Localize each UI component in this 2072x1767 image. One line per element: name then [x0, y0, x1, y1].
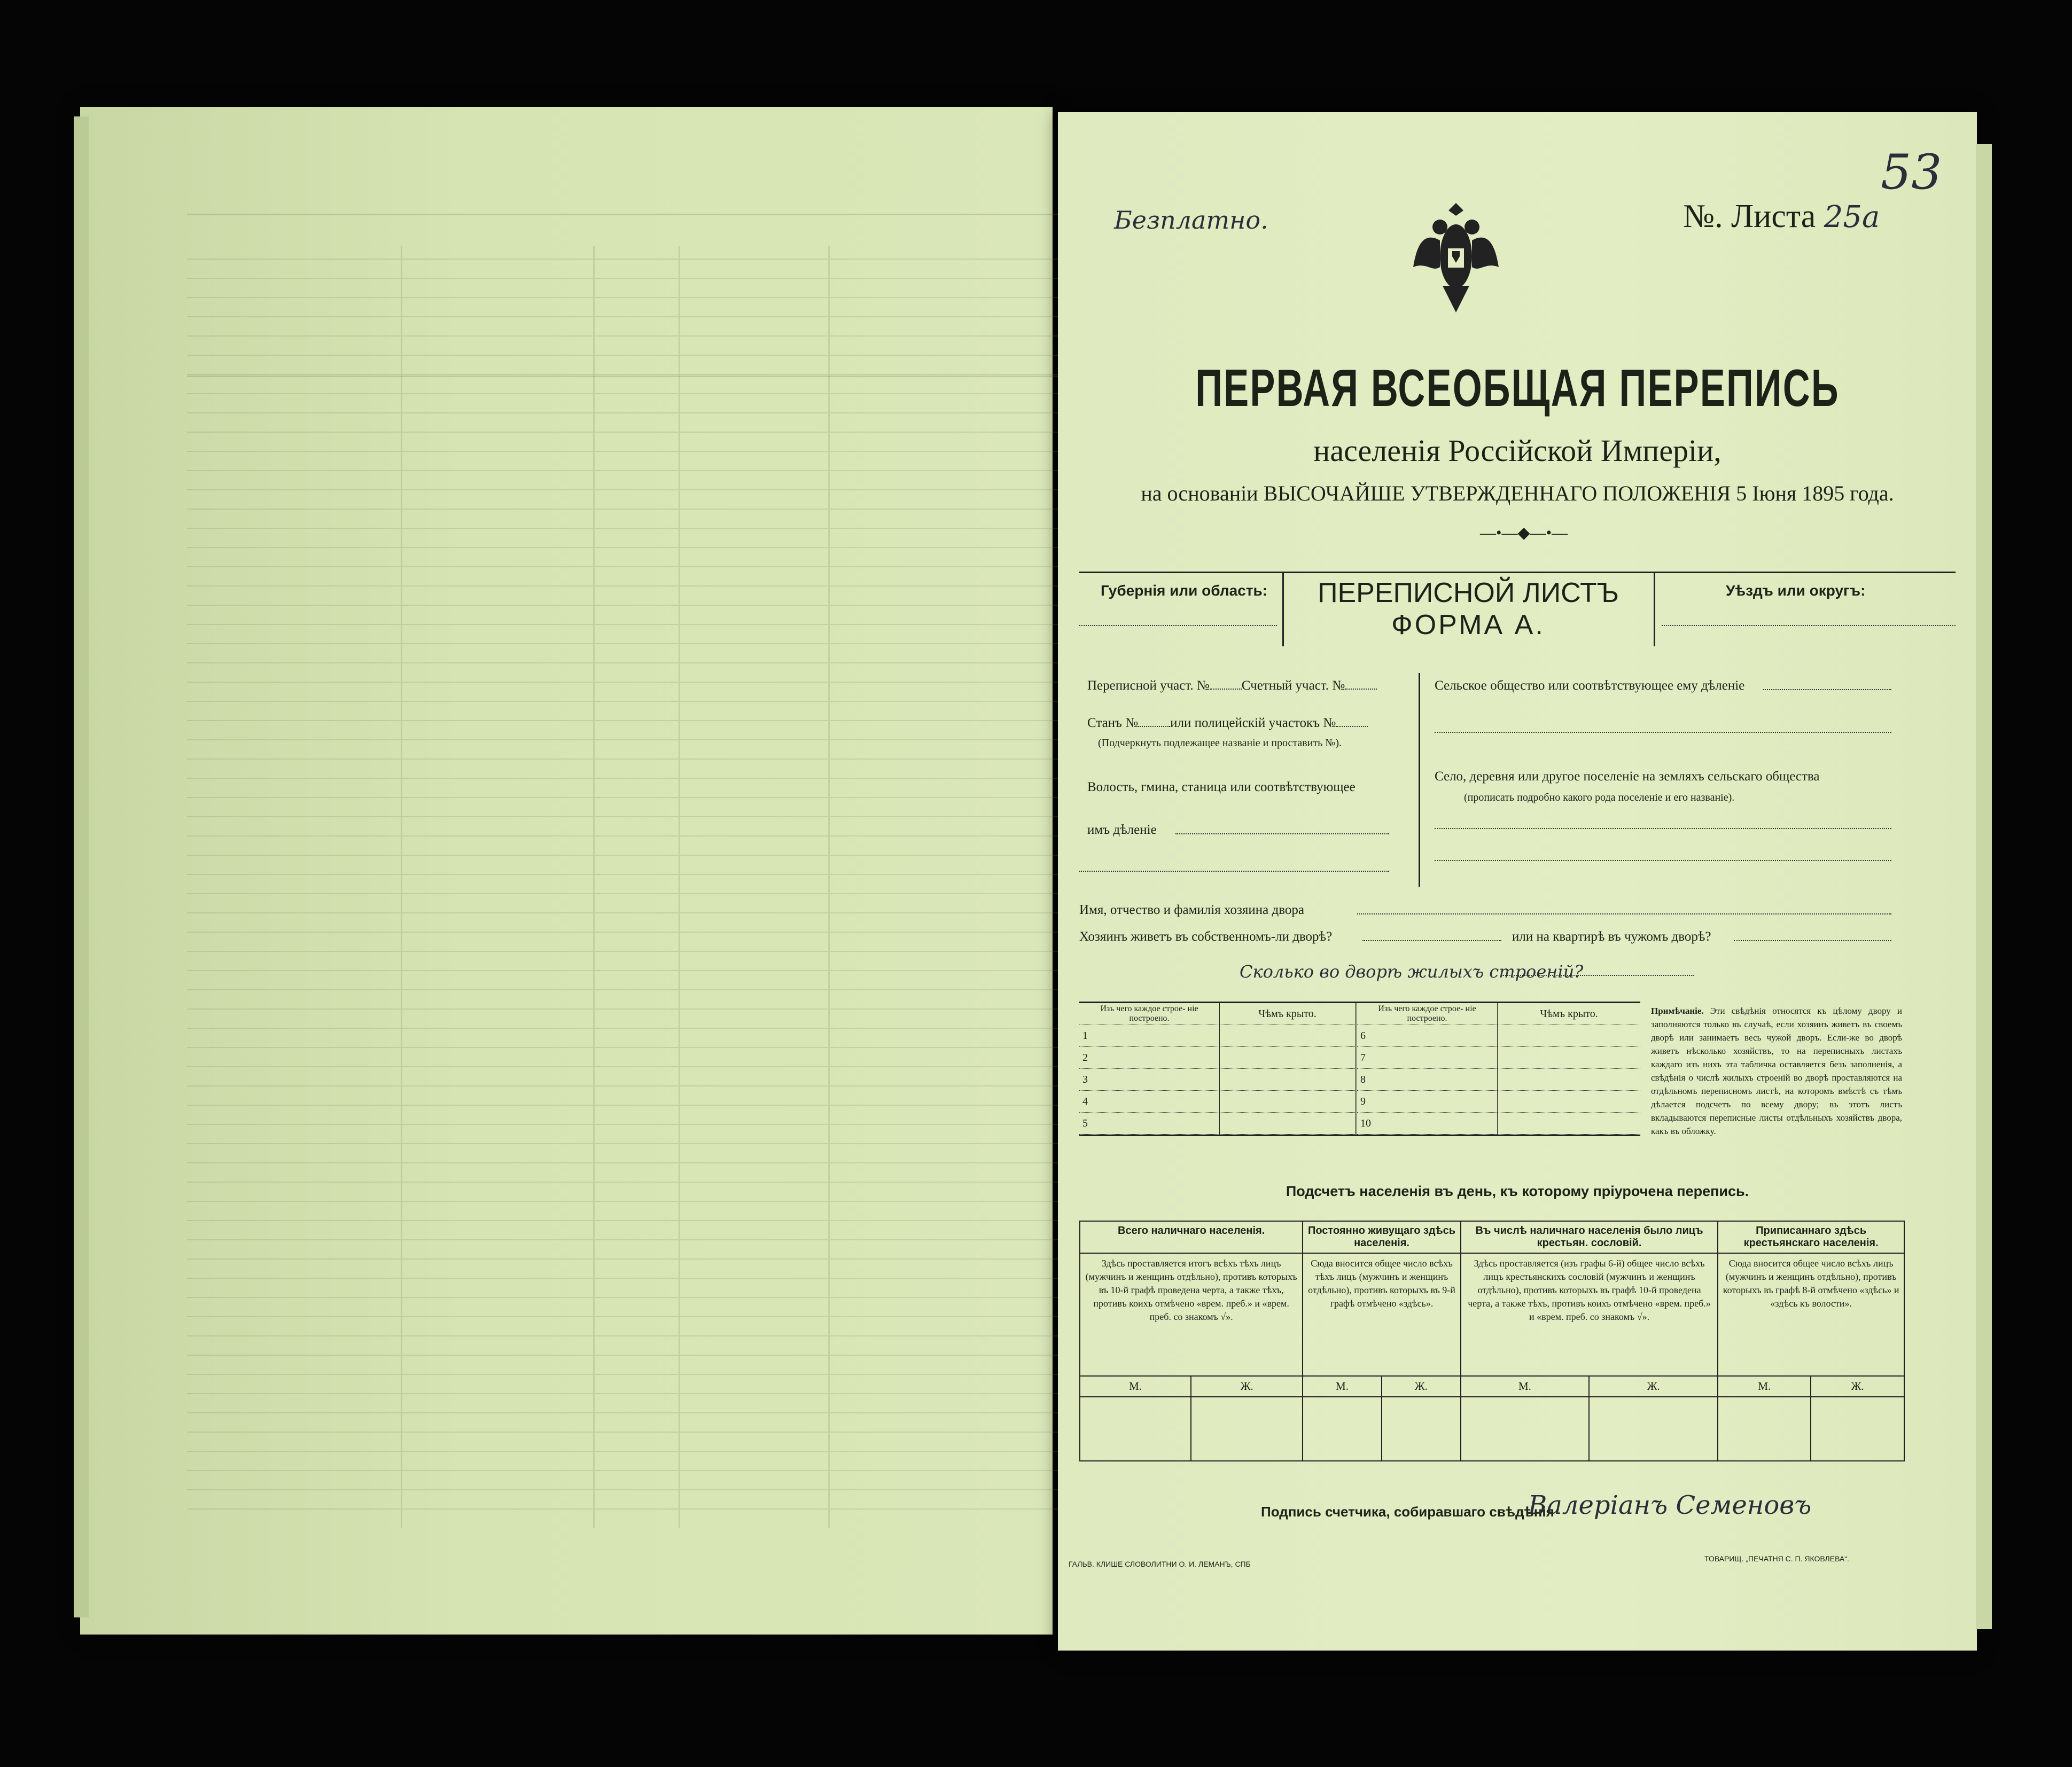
free-label: Безплатно.	[1114, 206, 1268, 234]
double-headed-eagle-emblem	[1411, 198, 1501, 315]
header-top-rule	[1079, 572, 1956, 573]
volost-label: Волость, гмина, станица или соотвѣтствующее	[1087, 780, 1356, 794]
female-header: Ж.	[1811, 1376, 1904, 1397]
buildings-question: Сколько во дворѣ жилыхъ строеній?	[1240, 961, 1584, 982]
count-cell[interactable]	[1080, 1397, 1191, 1461]
owner-residence-rented: или на квартирѣ въ чужомъ дворѣ?	[1512, 929, 1711, 944]
form-sheet-title: ПЕРЕПИСНОЙ ЛИСТЪ	[1318, 577, 1619, 608]
buildings-note	[1651, 1004, 1902, 1138]
rural-society-field[interactable]	[1763, 689, 1891, 690]
rural-society-field-2[interactable]	[1435, 732, 1891, 733]
count-cell[interactable]	[1461, 1397, 1589, 1461]
roof-header: Чѣмъ крыто.	[1220, 1003, 1357, 1025]
district-label: Уѣздъ или округъ:	[1726, 582, 1866, 599]
female-header: Ж.	[1589, 1376, 1718, 1397]
corner-folio-number: 53	[1881, 144, 1942, 200]
field-divider	[1419, 673, 1420, 887]
village-field[interactable]	[1435, 828, 1891, 829]
stan-label: Станъ № или полицейскій участокъ №	[1087, 716, 1368, 731]
roof-header: Чѣмъ крыто.	[1498, 1003, 1641, 1025]
building-row-num: 9	[1357, 1091, 1498, 1113]
total-population-header: Всего наличнаго населенія.	[1080, 1221, 1303, 1253]
population-table	[1079, 1221, 1905, 1461]
village-label: Село, деревня или другое поселеніе на земляхъ сельскаго общества	[1435, 769, 1820, 784]
census-form-page	[1058, 112, 1977, 1651]
owner-name-field[interactable]	[1357, 913, 1891, 914]
note-text: Эти свѣдѣнія относятся къ цѣлому двору и заполняются только въ случаѣ, если хозяинъ живетъ въ своемъ дворѣ или занимаетъ весь чужой дворъ. Если-же во дворѣ живетъ нѣсколько хозяйствъ, то на переписныхъ листахъ каждаго изъ нихъ эта табличка оставляется безъ заполненія, а свѣдѣнія о числѣ жилыхъ строеній во дворѣ проставляются на отдѣльномъ переписномъ листѣ, на которомъ вмѣстѣ съ тѣмъ дѣлается подсчетъ по всему двору; въ этотъ листъ вкладываются переписные листы отдѣльныхъ хозяйствъ двора, какъ въ обложку.	[1651, 1006, 1902, 1136]
registered-peasant-header: Приписаннаго здѣсь крестьянскаго населенія.	[1718, 1221, 1904, 1253]
form-subtitle: населенія Россійской Имперіи,	[1313, 433, 1722, 468]
male-header: М.	[1461, 1376, 1589, 1397]
building-row-num: 5	[1079, 1113, 1220, 1135]
volost-field-2[interactable]	[1079, 871, 1389, 872]
building-row-num: 6	[1357, 1025, 1498, 1047]
male-header: М.	[1718, 1376, 1811, 1397]
count-cell[interactable]	[1382, 1397, 1461, 1461]
district-field[interactable]	[1662, 625, 1956, 626]
female-header: Ж.	[1191, 1376, 1303, 1397]
building-row-num: 3	[1079, 1069, 1220, 1091]
buildings-table	[1079, 1002, 1640, 1136]
male-header: М.	[1080, 1376, 1191, 1397]
census-district-label: Переписной участ. № Счетный участ. №	[1087, 678, 1377, 693]
count-cell[interactable]	[1589, 1397, 1718, 1461]
count-cell[interactable]	[1191, 1397, 1303, 1461]
registered-peasant-desc: Сюда вносится общее число всѣхъ лицъ (мужчинъ и женщинъ отдѣльно), противъ которыхъ въ графѣ 8-й отмѣчено «здѣсь» и «здѣсь къ волости».	[1718, 1253, 1904, 1376]
permanent-population-desc: Сюда вносится общее число всѣхъ тѣхъ лицъ (мужчинъ и женщинъ отдѣльно), противъ которыхъ въ 9-й графѣ отмѣчено «здѣсь».	[1303, 1253, 1461, 1376]
sheet-number-label	[1683, 198, 1880, 236]
province-label: Губернія или область:	[1101, 582, 1268, 599]
sheet-number: 25а	[1824, 200, 1880, 234]
form-sheet-subtitle: ФОРМА А.	[1391, 609, 1545, 640]
building-row-num: 1	[1079, 1025, 1220, 1047]
owner-residence-own: Хозяинъ живетъ въ собственномъ-ли дворѣ?	[1079, 929, 1333, 944]
permanent-population-header: Постоянно живущаго здѣсь населенія.	[1303, 1221, 1461, 1253]
owner-name-label: Имя, отчество и фамилія хозяина двора	[1079, 903, 1304, 917]
volost-label-2: имъ дѣленіе	[1087, 823, 1157, 837]
rural-society-label: Сельское общество или соотвѣтствующее ему дѣленіе	[1435, 678, 1745, 693]
count-cell[interactable]	[1303, 1397, 1381, 1461]
sheet-label: №. Листа	[1683, 198, 1816, 234]
left-page	[80, 107, 1053, 1635]
buildings-table-right	[1357, 1003, 1640, 1135]
stan-note: (Подчеркнуть подлежащее названіе и проставить №).	[1098, 737, 1342, 749]
signature-label: Подпись счетчика, собиравшаго свѣдѣнія	[1261, 1504, 1554, 1520]
building-row-num: 4	[1079, 1091, 1220, 1113]
ghost-table-grid	[187, 246, 1063, 1528]
male-header: М.	[1303, 1376, 1381, 1397]
buildings-table-left	[1079, 1003, 1357, 1135]
form-title: ПЕРВАЯ ВСЕОБЩАЯ ПЕРЕПИСЬ	[1195, 358, 1840, 417]
ornament-divider: —•—◆—•—	[1480, 524, 1568, 542]
village-field-2[interactable]	[1435, 860, 1891, 861]
female-header: Ж.	[1382, 1376, 1461, 1397]
village-note: (прописать подробно какого рода поселеніе и его названіе).	[1464, 792, 1735, 803]
total-population-desc: Здѣсь проставляется итогъ всѣхъ тѣхъ лицъ (мужчинъ и женщинъ отдѣльно), противъ которыхъ въ 10-й графѣ проведена черта, а также тѣхъ, противъ коихъ отмѣчено «врем. преб.» и «врем. преб. со знакомъ √».	[1080, 1253, 1303, 1376]
building-row-num: 2	[1079, 1047, 1220, 1069]
province-field[interactable]	[1079, 625, 1277, 626]
building-row-num: 8	[1357, 1069, 1498, 1091]
owner-own-field[interactable]	[1362, 940, 1501, 941]
building-row-num: 10	[1357, 1113, 1498, 1135]
owner-rented-field[interactable]	[1734, 940, 1891, 941]
material-header: Изъ чего каждое строе- ніе построено.	[1079, 1003, 1220, 1025]
building-row-num: 7	[1357, 1047, 1498, 1069]
header-divider-right	[1654, 572, 1655, 646]
printer-credit-left: ГАЛЬВ. КЛИШЕ СЛОВОЛИТНИ О. И. ЛЕМАНЪ, СПБ	[1069, 1560, 1251, 1568]
volost-field[interactable]	[1175, 833, 1389, 834]
enumerator-signature: Валеріанъ Семеновъ	[1528, 1490, 1812, 1520]
printer-credit-right: ТОВАРИЩ. „ПЕЧАТНЯ С. П. ЯКОВЛЕВА“.	[1704, 1554, 1849, 1563]
material-header: Изъ чего каждое строе- ніе построено.	[1357, 1003, 1498, 1025]
count-cell[interactable]	[1811, 1397, 1904, 1461]
count-cell[interactable]	[1718, 1397, 1811, 1461]
population-count-title: Подсчетъ населенія въ день, къ которому пріурочена перепись.	[1286, 1183, 1749, 1199]
peasant-population-header: Въ числѣ наличнаго населенія было лицъ крестьян. сословій.	[1461, 1221, 1718, 1253]
legal-basis: на основаніи ВЫСОЧАЙШЕ УТВЕРЖДЕННАГО ПОЛОЖЕНІЯ 5 Іюня 1895 года.	[1141, 481, 1894, 505]
note-label: Примѣчаніе.	[1651, 1006, 1704, 1016]
buildings-count-field[interactable]	[1501, 975, 1694, 976]
peasant-population-desc: Здѣсь проставляется (изъ графы 6-й) общее число всѣхъ лицъ крестьянскихъ сословій (мужчинъ и женщинъ отдѣльно), противъ которыхъ въ графѣ 10-й проведена черта, а также тѣхъ, противъ коихъ отмѣчено «врем. преб.» и «врем. преб. со знакомъ √».	[1461, 1253, 1718, 1376]
